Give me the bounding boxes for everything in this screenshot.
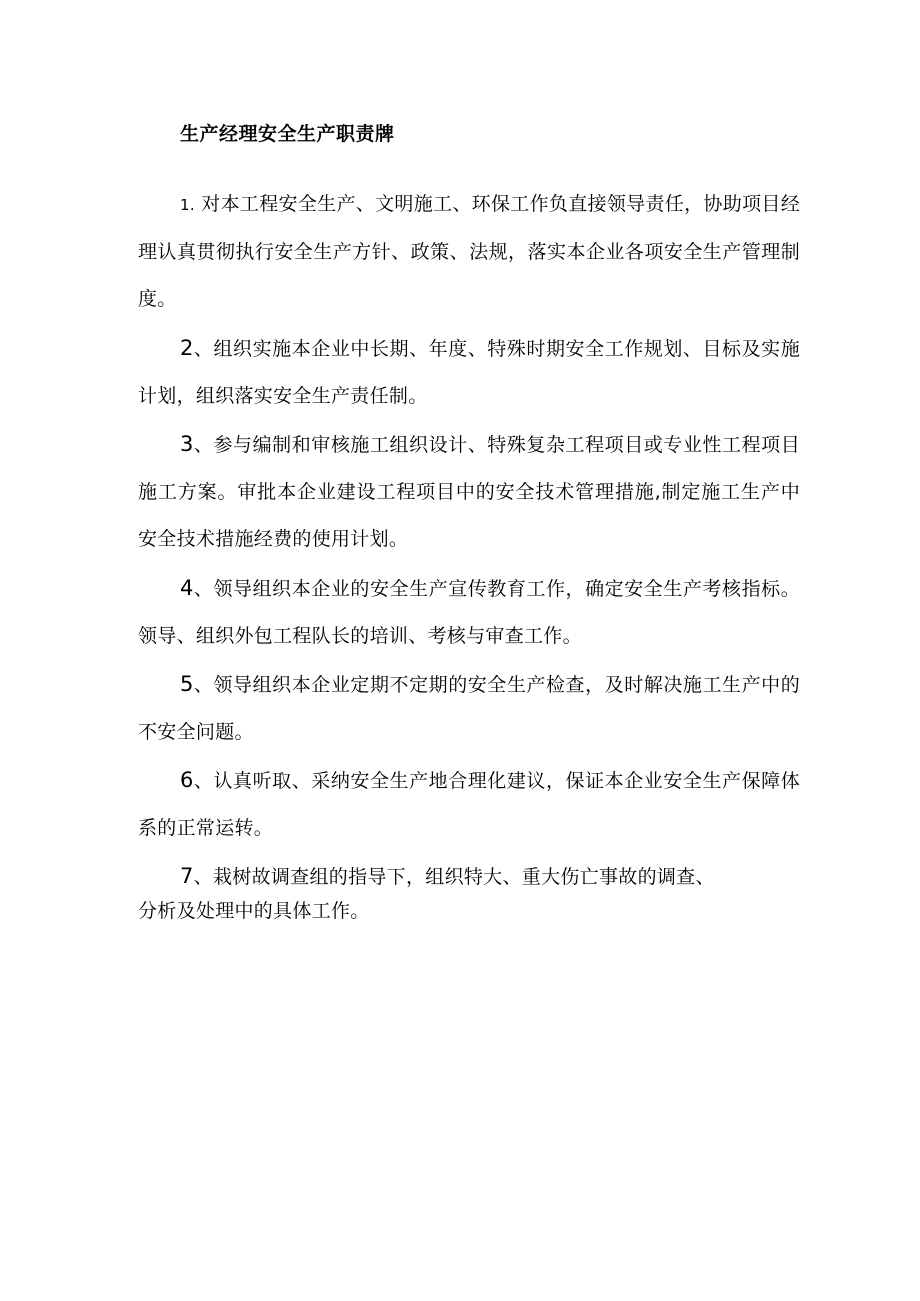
- list-item: [138, 421, 800, 563]
- item-text: 、栽树故调查组的指导下，组织特大、重大伤亡事故的调查、: [193, 866, 715, 888]
- item-text: 、认真听取、采纳安全生产地合理化建议，保证本企业安全生产保障体系的正常运转。: [138, 770, 800, 839]
- item-text: 、领导组织本企业定期不定期的安全生产检查，及时解决施工生产中的不安全问题。: [138, 674, 800, 743]
- item-number: 2: [180, 336, 194, 360]
- item-number: 7: [180, 864, 194, 888]
- list-item: [138, 661, 800, 756]
- item-number: 4: [180, 576, 194, 600]
- list-item: [138, 325, 800, 420]
- list-item: [138, 757, 800, 852]
- item-text: 、组织实施本企业中长期、年度、特殊时期安全工作规划、目标及实施计划，组织落实安全生产责任制。: [138, 338, 800, 407]
- item-number: 3: [180, 432, 194, 456]
- item-number: 1.: [180, 196, 195, 214]
- list-item: [138, 565, 800, 660]
- item-text: 、领导组织本企业的安全生产宣传教育工作，确定安全生产考核指标。领导、组织外包工程队长的培训、考核与审查工作。: [138, 578, 800, 647]
- item-number: 5: [180, 672, 194, 696]
- item-number: 6: [180, 768, 194, 792]
- page-title: 生产经理安全生产职责牌: [180, 123, 395, 145]
- list-item: [138, 181, 800, 323]
- list-item-continuation: 分析及处理中的具体工作。: [138, 900, 370, 922]
- item-text: 对本工程安全生产、文明施工、环保工作负直接领导责任，协助项目经理认真贯彻执行安全生产方针、政策、法规，落实本企业各项安全生产管理制度。: [138, 193, 800, 310]
- item-text: 、参与编制和审核施工组织设计、特殊复杂工程项目或专业性工程项目施工方案。审批本企业建设工程项目中的安全技术管理措施,制定施工生产中安全技术措施经费的使用计划。: [138, 434, 800, 550]
